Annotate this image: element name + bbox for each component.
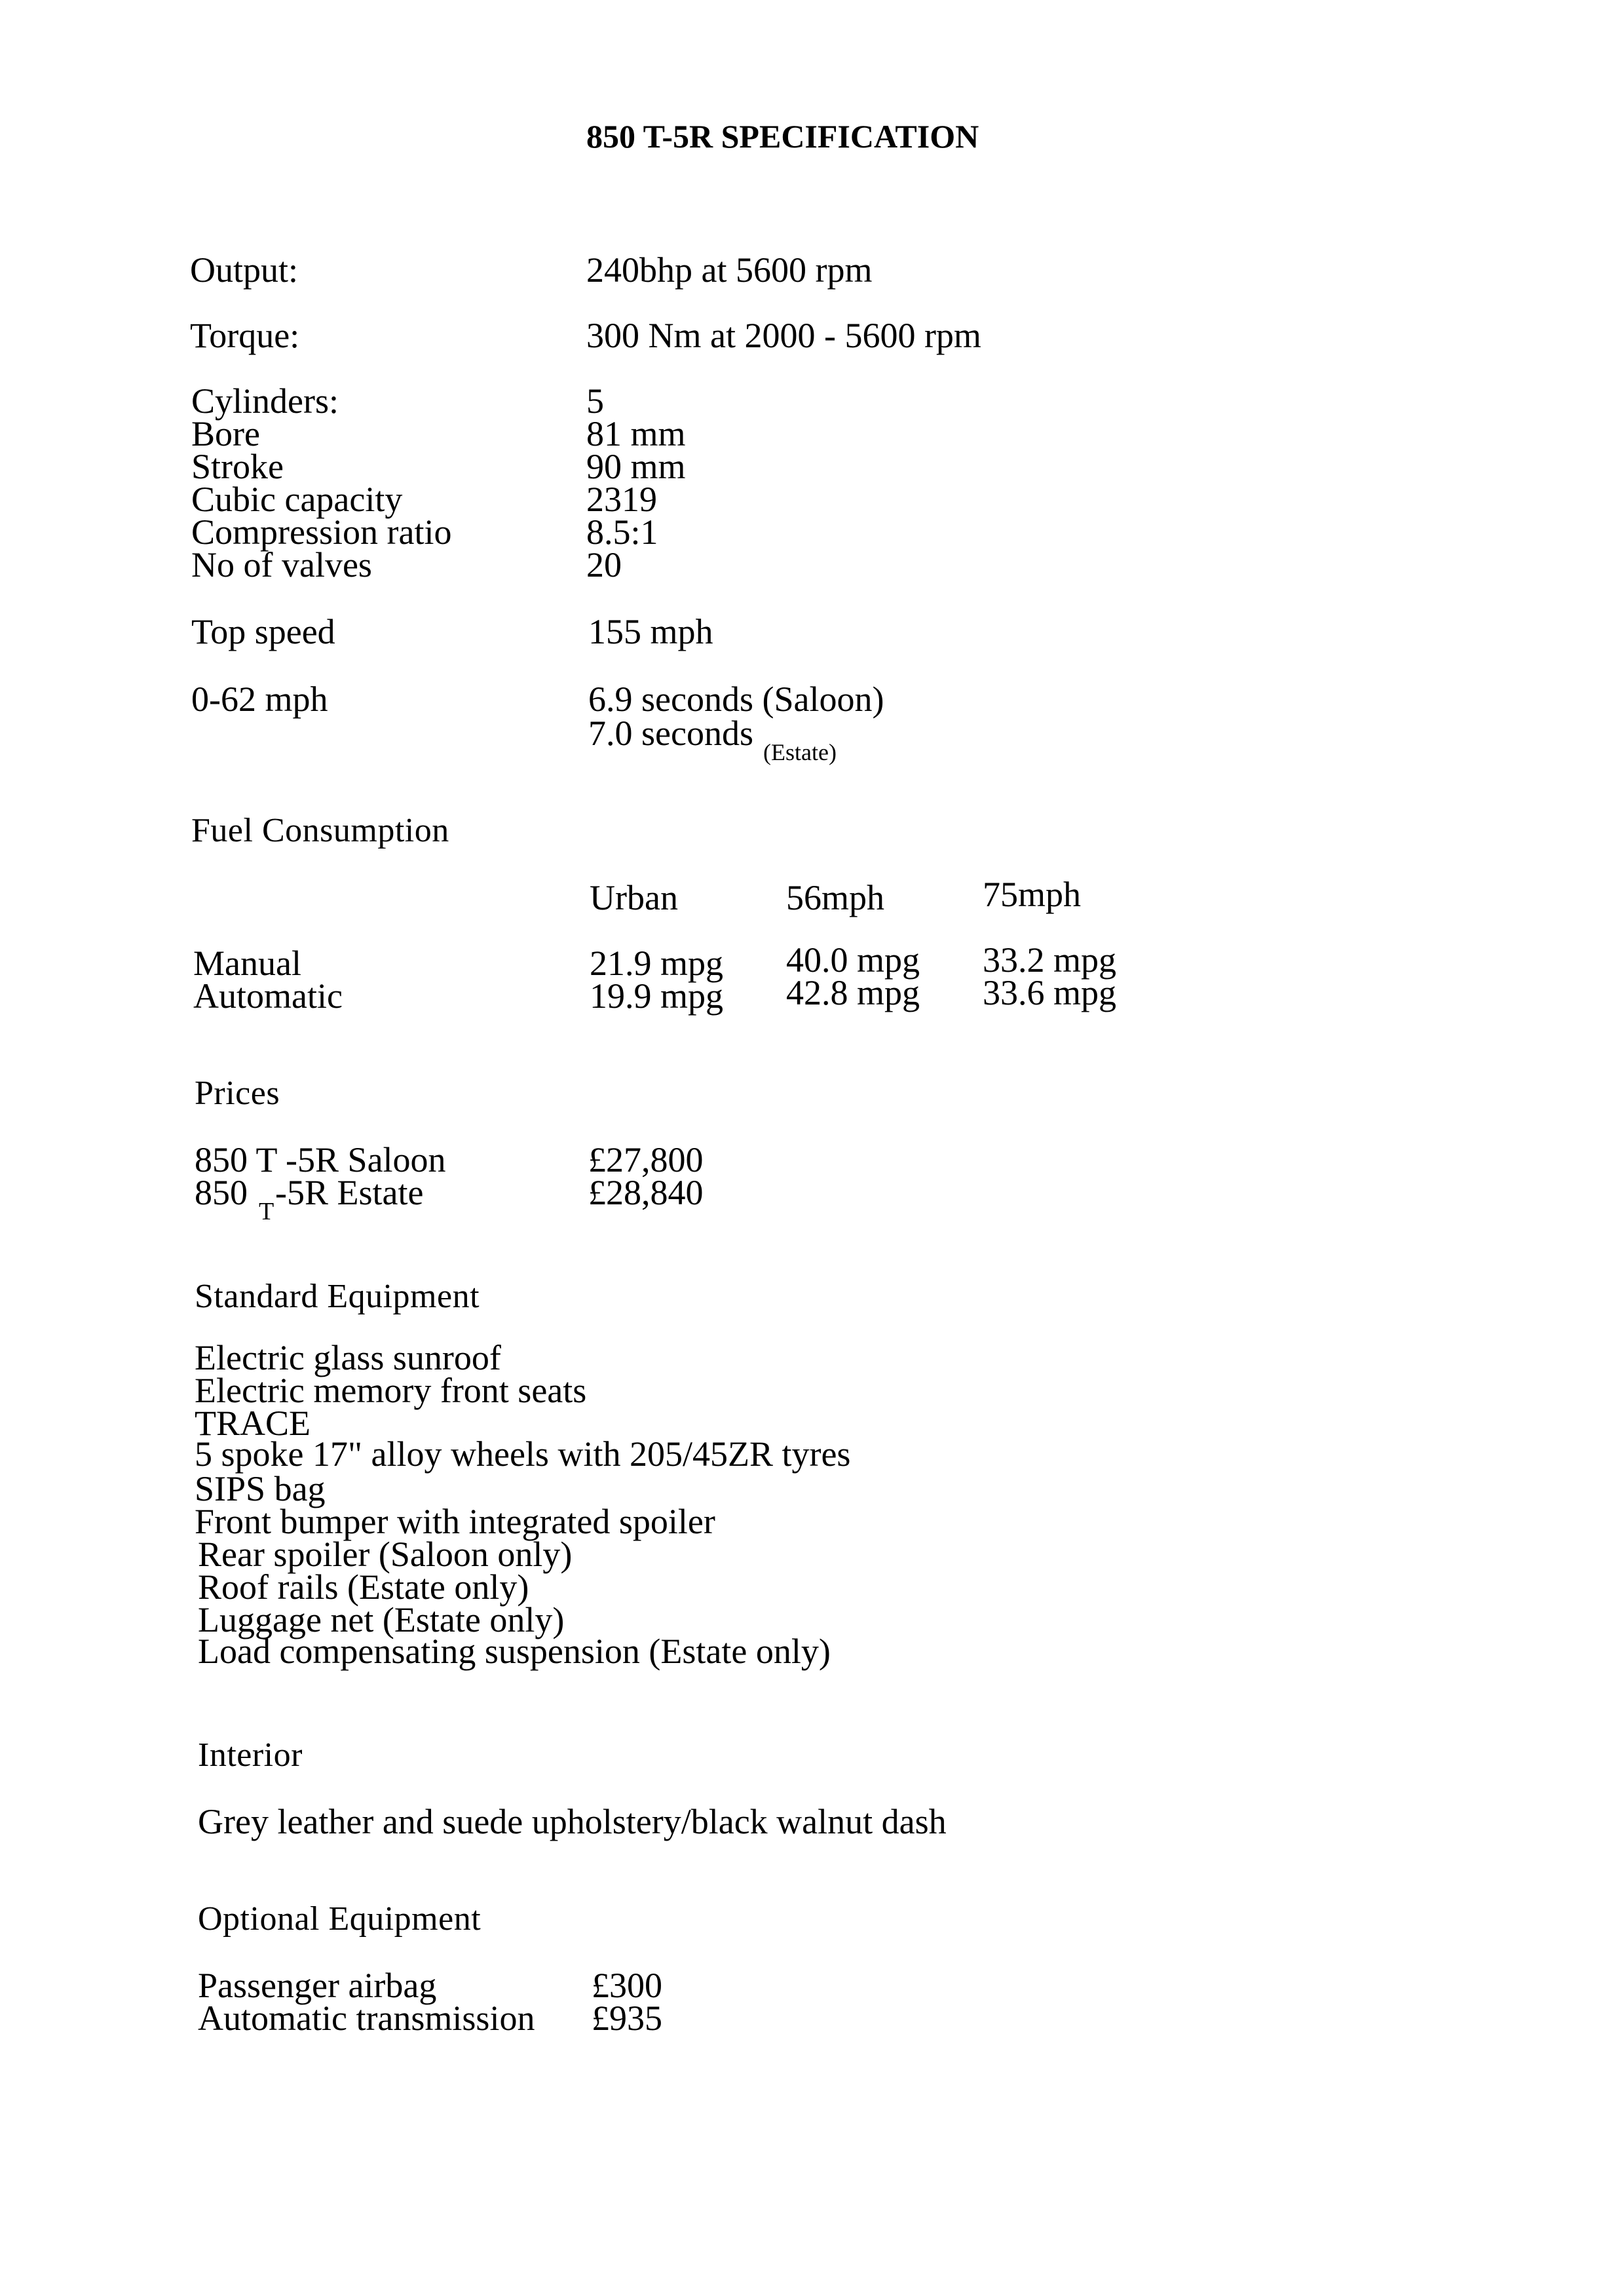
fuel-row-manual-urban: 21.9 mpg [590, 944, 724, 983]
optional-item-label: Automatic transmission [198, 1999, 535, 2038]
equipment-item: Load compensating suspension (Estate only) [198, 1632, 831, 1671]
spec-value-capacity: 2319 [586, 480, 657, 519]
fuel-row-manual-56: 40.0 mpg [786, 940, 920, 980]
accel-estate: 7.0 seconds [588, 714, 753, 753]
equipment-item: Electric memory front seats [195, 1371, 587, 1410]
torque-label: Torque: [190, 316, 300, 355]
fuel-col-urban: Urban [590, 878, 678, 917]
price-saloon-value: £27,800 [588, 1140, 704, 1179]
spec-value-bore: 81 mm [586, 414, 686, 453]
output-value: 240bhp at 5600 rpm [586, 250, 873, 290]
equipment-item: SIPS bag [195, 1469, 326, 1508]
top-speed-label: Top speed [191, 612, 335, 651]
standard-equipment-heading: Standard Equipment [195, 1278, 480, 1315]
interior-heading: Interior [198, 1736, 303, 1774]
fuel-col-75mph: 75mph [983, 875, 1082, 914]
fuel-row-auto-75: 33.6 mpg [983, 973, 1117, 1012]
page-title: 850 T-5R SPECIFICATION [586, 118, 979, 155]
spec-value-valves: 20 [586, 545, 622, 584]
equipment-item: Luggage net (Estate only) [198, 1600, 565, 1639]
equipment-item: Roof rails (Estate only) [198, 1567, 529, 1607]
equipment-item: Electric glass sunroof [195, 1338, 501, 1377]
price-saloon-label: 850 T -5R Saloon [195, 1140, 446, 1179]
fuel-row-auto-label: Automatic [193, 976, 343, 1016]
spec-label-valves: No of valves [191, 545, 372, 584]
fuel-row-manual-label: Manual [193, 944, 301, 983]
spec-label-compression: Compression ratio [191, 512, 452, 552]
spec-value-cylinders: 5 [586, 381, 604, 421]
spec-value-compression: 8.5:1 [586, 512, 658, 552]
spec-label-bore: Bore [191, 414, 260, 453]
top-speed-value: 155 mph [588, 612, 713, 651]
spec-label-cylinders: Cylinders: [191, 381, 339, 421]
price-estate-value: £28,840 [588, 1173, 704, 1212]
equipment-item: 5 spoke 17" alloy wheels with 205/45ZR tyres [195, 1434, 851, 1474]
output-label: Output: [190, 250, 299, 290]
fuel-col-56mph: 56mph [786, 878, 885, 917]
fuel-row-auto-urban: 19.9 mpg [590, 976, 724, 1016]
prices-heading: Prices [195, 1075, 280, 1112]
spec-label-stroke: Stroke [191, 447, 284, 486]
equipment-item: TRACE [195, 1404, 311, 1443]
fuel-heading: Fuel Consumption [191, 812, 449, 849]
equipment-item: Front bumper with integrated spoiler [195, 1502, 715, 1541]
accel-label: 0-62 mph [191, 679, 328, 719]
optional-item-price: £300 [592, 1966, 662, 2005]
accel-estate-note: (Estate) [763, 739, 837, 765]
interior-text: Grey leather and suede upholstery/black walnut dash [198, 1802, 947, 1841]
equipment-item: Rear spoiler (Saloon only) [198, 1535, 573, 1574]
spec-label-capacity: Cubic capacity [191, 480, 403, 519]
spec-value-stroke: 90 mm [586, 447, 686, 486]
optional-item-label: Passenger airbag [198, 1966, 437, 2005]
torque-value: 300 Nm at 2000 - 5600 rpm [586, 316, 981, 355]
price-estate-label-suffix: -5R Estate [275, 1173, 424, 1212]
price-estate-label-t: T [259, 1198, 274, 1225]
optional-item-price: £935 [592, 1999, 662, 2038]
fuel-row-auto-56: 42.8 mpg [786, 973, 920, 1012]
price-estate-label-prefix: 850 [195, 1173, 248, 1212]
fuel-row-manual-75: 33.2 mpg [983, 940, 1117, 980]
optional-equipment-heading: Optional Equipment [198, 1900, 482, 1938]
accel-saloon: 6.9 seconds (Saloon) [588, 679, 884, 719]
